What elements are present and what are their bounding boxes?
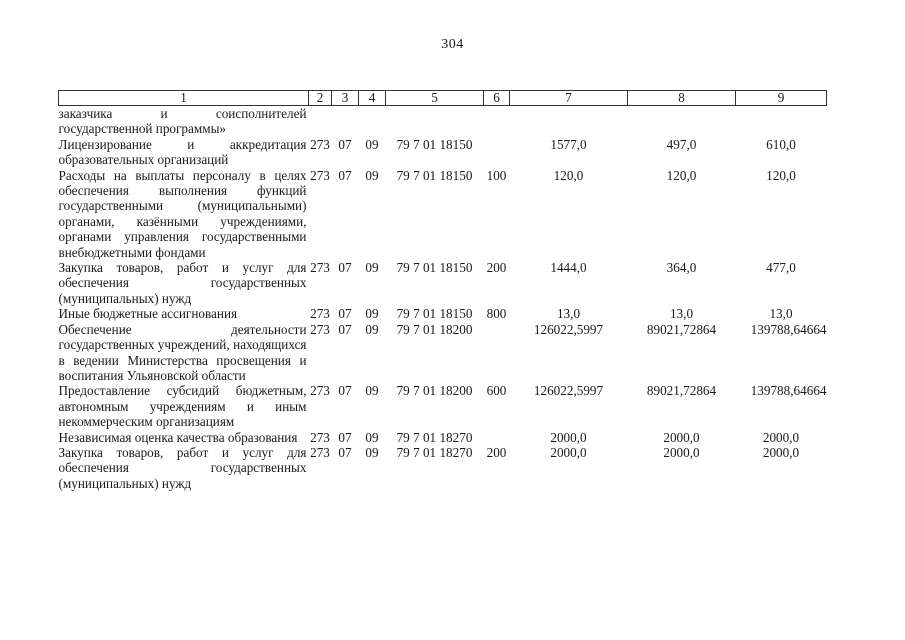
row-name: Закупка товаров, работ и услуг для обеспечения государственных (муниципальных) нужд	[58, 260, 307, 306]
cell-amount-year-2: 89021,72864	[646, 321, 717, 337]
cell-amount-year-3: 139788,64664	[750, 383, 827, 399]
cell-section: 07	[338, 383, 352, 399]
row-name: Обеспечение деятельности государственных учреждений, находящихся в ведении Министерства просвещения и воспитания Ульяновской области	[58, 321, 307, 383]
cell-ministry: 273	[310, 429, 330, 445]
cell-section: 07	[338, 429, 352, 445]
cell-amount-year-3: 610,0	[766, 136, 796, 152]
row-name: Закупка товаров, работ и услуг для обеспечения государственных (муниципальных) нужд	[58, 444, 307, 491]
cell-amount-year-1: 120,0	[553, 167, 584, 183]
cell-target-article: 79 7 01 18150	[396, 136, 473, 152]
cell-amount-year-1: 1444,0	[550, 260, 587, 276]
table-row	[59, 106, 827, 137]
cell-target-article: 79 7 01 18200	[396, 383, 473, 399]
column-number-row	[59, 91, 827, 106]
row-name: заказчика и соисполнителей государственной программы»	[58, 106, 307, 137]
column-header-1: 1	[59, 91, 309, 106]
cell-ministry: 273	[310, 306, 330, 322]
cell-section: 07	[338, 136, 352, 152]
cell-section: 07	[338, 444, 352, 460]
table-row	[59, 383, 827, 429]
cell-expense-type: 200	[486, 444, 507, 460]
cell-amount-year-2: 364,0	[666, 260, 697, 276]
table-row	[59, 137, 827, 168]
cell-expense-type	[484, 430, 510, 445]
cell-target-article	[386, 106, 484, 137]
cell-subsection: 09	[365, 136, 379, 152]
cell-amount-year-1: 2000,0	[550, 429, 587, 445]
row-name: Лицензирование и аккредитация образовательных организаций	[58, 136, 307, 168]
cell-subsection: 09	[365, 383, 379, 399]
cell-amount-year-3: 2000,0	[762, 444, 800, 460]
cell-expense-type	[484, 106, 510, 137]
column-header-9: 9	[736, 91, 827, 106]
cell-ministry: 273	[310, 260, 330, 276]
cell-ministry: 273	[310, 444, 330, 460]
cell-amount-year-2: 89021,72864	[646, 383, 717, 399]
page-number: 304	[441, 37, 464, 52]
cell-expense-type: 800	[486, 306, 507, 322]
column-header-6: 6	[484, 91, 510, 106]
table-row	[59, 430, 827, 445]
cell-amount-year-3	[736, 106, 827, 137]
cell-ministry: 273	[310, 167, 330, 183]
row-name: Независимая оценка качества образования	[58, 429, 298, 445]
cell-amount-year-2: 2000,0	[663, 429, 700, 445]
row-name: Предоставление субсидий бюджетным, автономным учреждениям и иным некоммерческим организациям	[58, 383, 307, 430]
cell-amount-year-1: 126022,5997	[533, 321, 604, 337]
cell-amount-year-2	[628, 106, 736, 137]
row-name: Иные бюджетные ассигнования	[58, 306, 238, 322]
cell-amount-year-1: 13,0	[556, 306, 581, 322]
cell-amount-year-1	[510, 106, 628, 137]
table-row	[59, 306, 827, 321]
cell-target-article: 79 7 01 18200	[396, 321, 473, 337]
cell-amount-year-3: 139788,64664	[750, 321, 827, 337]
row-name: Расходы на выплаты персоналу в целях обеспечения выполнения функций государственными (муниципальными) органами, казёнными учреждениями, органами управления государственными внебюджетными фондами	[58, 167, 307, 260]
table-row	[59, 322, 827, 384]
column-header-5: 5	[386, 91, 484, 106]
cell-expense-type: 100	[486, 167, 507, 183]
table-row	[59, 260, 827, 306]
column-header-7: 7	[510, 91, 628, 106]
cell-amount-year-3: 13,0	[769, 306, 793, 322]
cell-target-article: 79 7 01 18150	[396, 306, 473, 322]
cell-amount-year-1: 2000,0	[550, 444, 587, 460]
cell-section: 07	[338, 167, 352, 183]
cell-ministry: 273	[310, 136, 330, 152]
cell-amount-year-2: 2000,0	[663, 444, 700, 460]
column-header-8: 8	[628, 91, 736, 106]
cell-amount-year-1: 126022,5997	[533, 383, 604, 399]
cell-subsection: 09	[365, 306, 379, 322]
cell-expense-type	[484, 137, 510, 168]
cell-amount-year-2: 120,0	[666, 167, 697, 183]
cell-target-article: 79 7 01 18150	[396, 167, 473, 183]
cell-amount-year-2: 13,0	[669, 306, 694, 322]
cell-amount-year-1: 1577,0	[550, 136, 587, 152]
budget-table	[58, 90, 827, 491]
table-row	[59, 168, 827, 260]
cell-section: 07	[338, 321, 352, 337]
cell-subsection	[359, 106, 386, 137]
cell-ministry: 273	[310, 321, 330, 337]
cell-subsection: 09	[365, 444, 379, 460]
cell-section	[332, 106, 359, 137]
cell-subsection: 09	[365, 429, 379, 445]
cell-target-article: 79 7 01 18270	[396, 429, 473, 445]
cell-target-article: 79 7 01 18270	[396, 444, 473, 460]
cell-subsection: 09	[365, 167, 379, 183]
cell-subsection: 09	[365, 321, 379, 337]
cell-amount-year-2: 497,0	[666, 136, 697, 152]
cell-expense-type: 600	[486, 383, 507, 399]
column-header-4: 4	[359, 91, 386, 106]
cell-subsection: 09	[365, 260, 379, 276]
cell-expense-type	[484, 322, 510, 384]
cell-expense-type: 200	[486, 260, 507, 276]
cell-target-article: 79 7 01 18150	[396, 260, 473, 276]
cell-amount-year-3: 2000,0	[762, 429, 800, 445]
cell-amount-year-3: 120,0	[766, 167, 796, 183]
cell-ministry: 273	[310, 383, 330, 399]
column-header-2: 2	[309, 91, 332, 106]
column-header-3: 3	[332, 91, 359, 106]
table-row	[59, 445, 827, 491]
cell-amount-year-3: 477,0	[766, 260, 796, 276]
cell-ministry	[309, 106, 332, 137]
cell-section: 07	[338, 260, 352, 276]
cell-section: 07	[338, 306, 352, 322]
